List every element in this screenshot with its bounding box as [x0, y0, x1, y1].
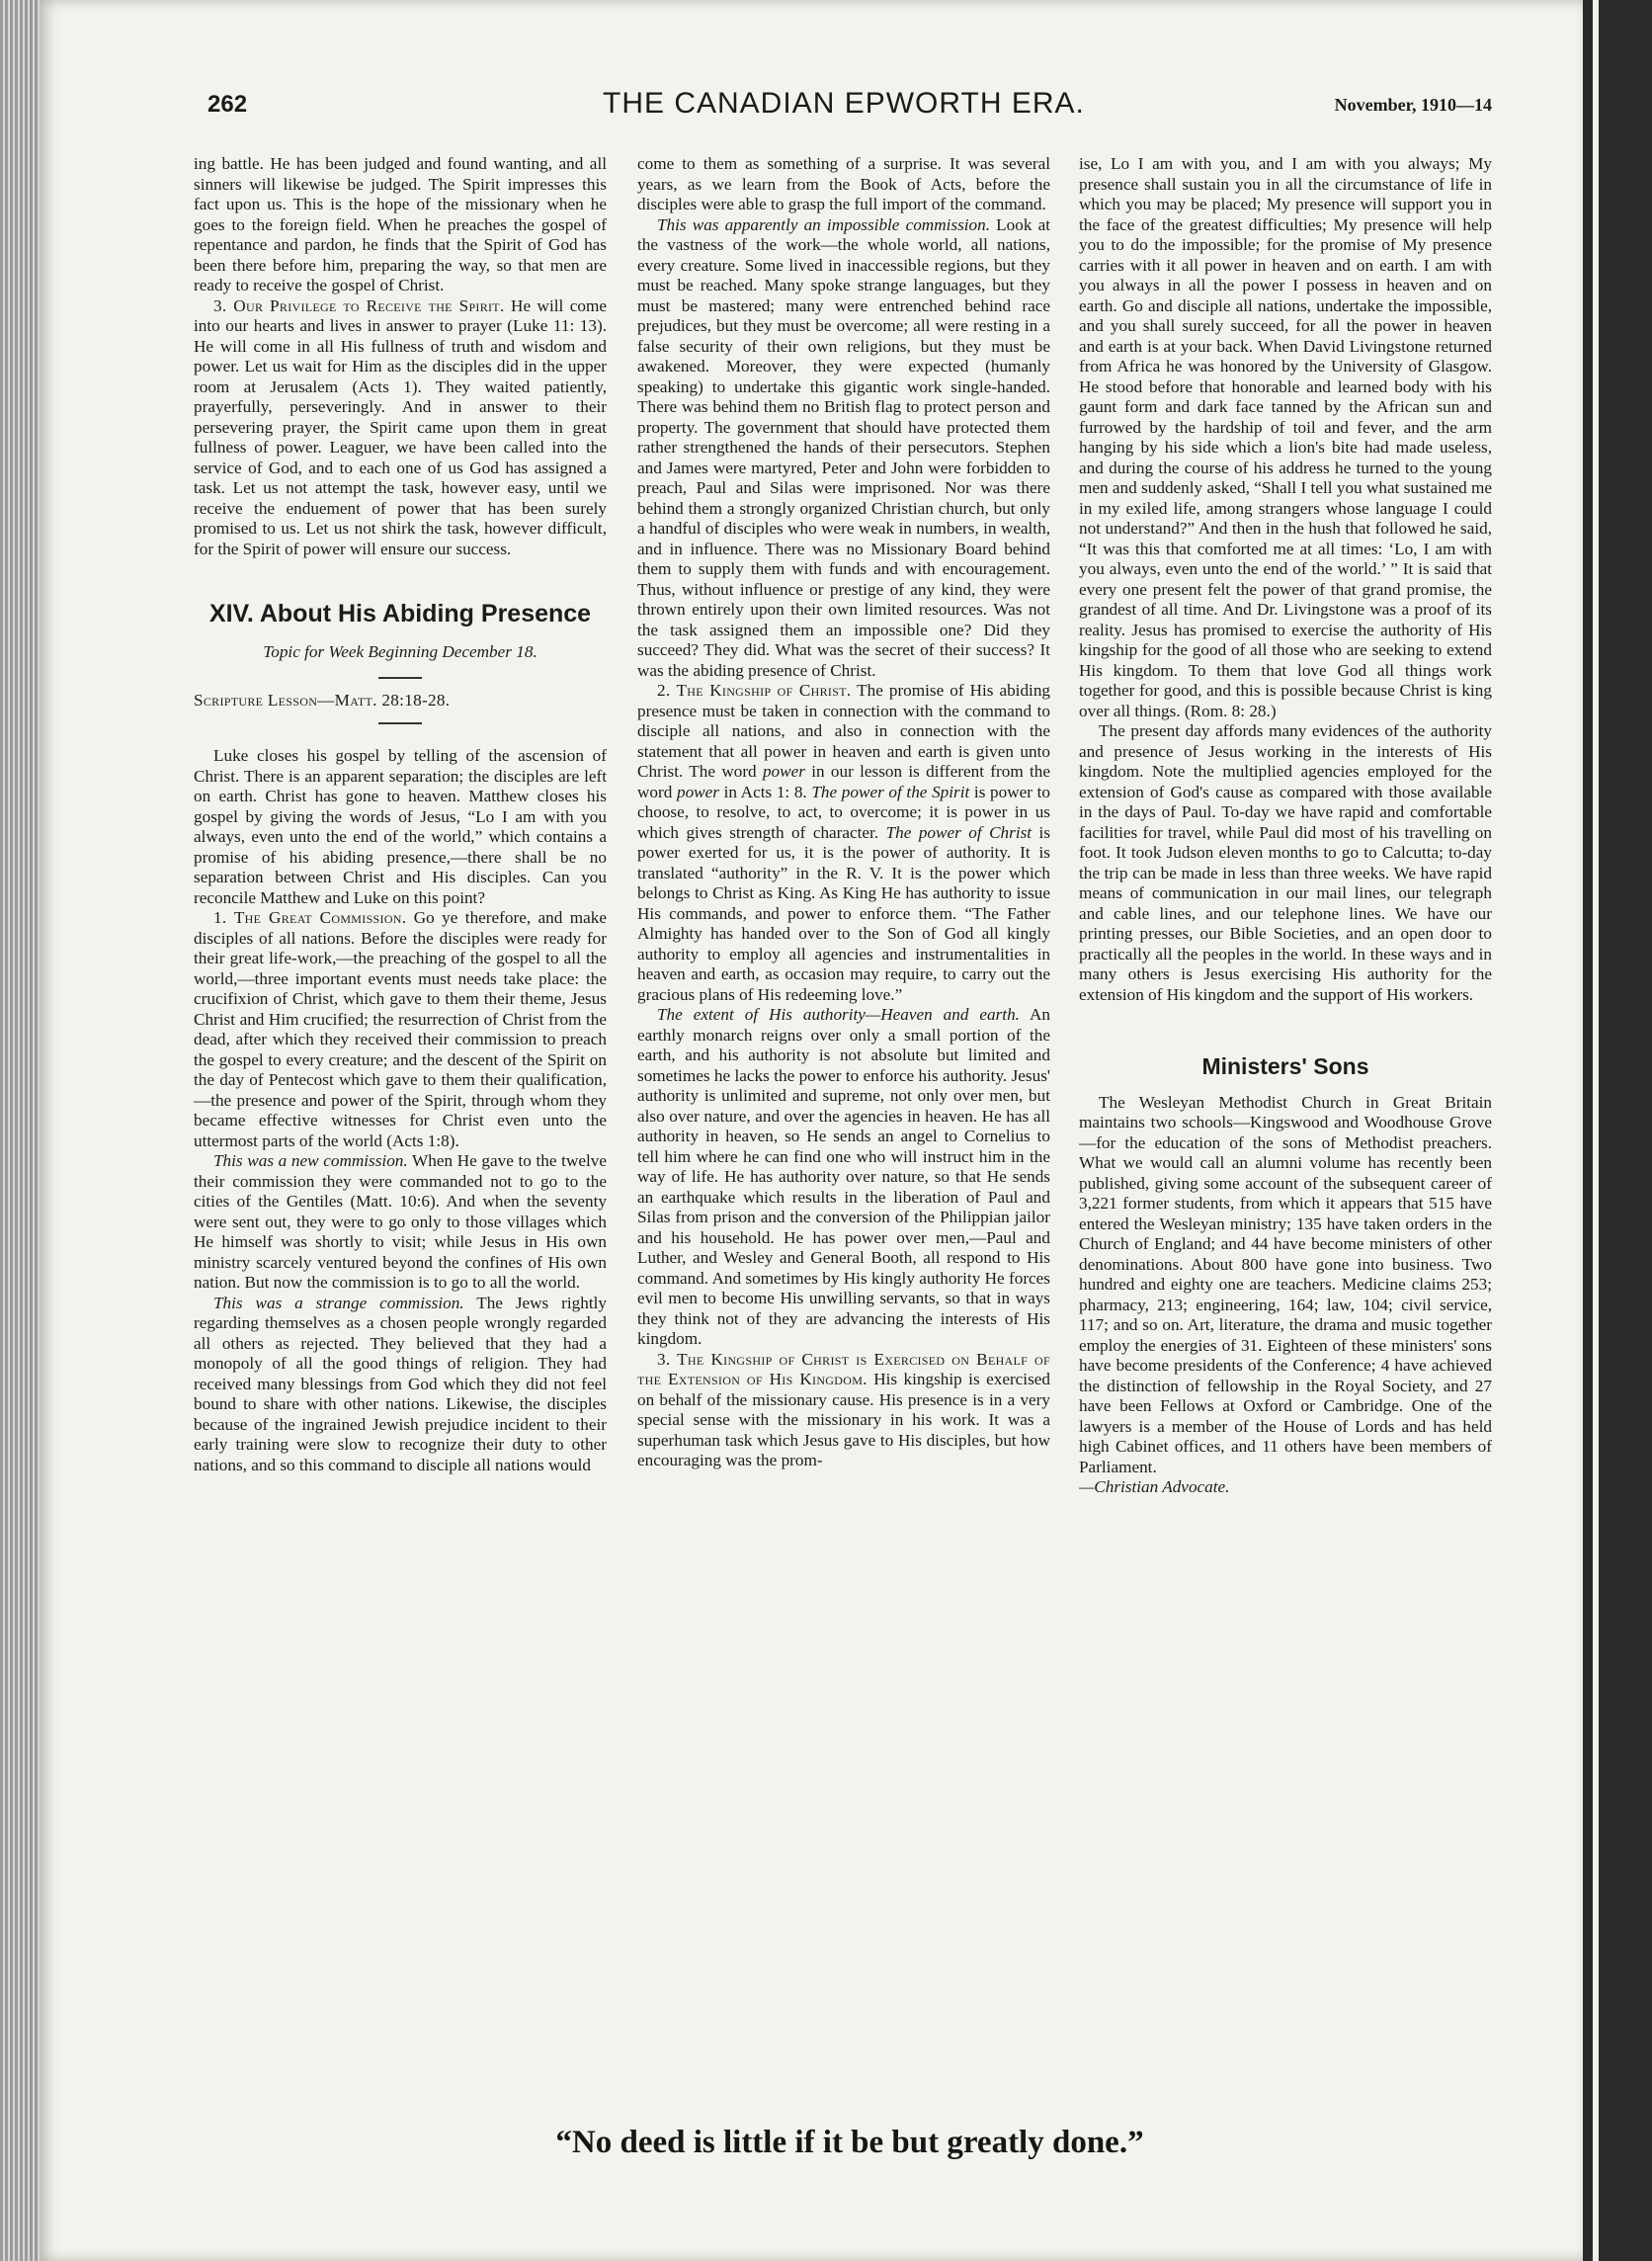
article-heading: Ministers' Sons [1201, 1053, 1369, 1079]
paragraph [637, 681, 1050, 1005]
page-binding [0, 0, 40, 2261]
paragraph-text: in Acts 1: 8. [718, 782, 812, 801]
paragraph [194, 296, 607, 560]
paragraph: ing battle. He has been judged and found wanting, and all sinners will likewise be judged. The Spirit impresses this fact upon us. This is the hope of the missionary when he goes to the foreign field. When he preaches the gospel of repentance and pardon, he finds that the Spirit of God has been there before him, preparing the way, so that men are ready to receive the gospel of Christ. [194, 154, 607, 294]
source-credit [1079, 1477, 1492, 1498]
masthead [207, 87, 1492, 130]
page-number: 262 [207, 91, 248, 118]
paragraph-text: He will come into our hearts and lives in answer to prayer (Luke 11: 13). He will come in all His fullness of truth and wisdom and power. Let us wait for Him as the disciples did in the upper room at Jerusalem (Acts 1). They waited patiently, prayerfully, perseveringly. And in answer to their persevering prayer, the Spirit came upon them in great fullness of power. Leaguer, we have been called into the service of God, and to each one of us God has assigned a task. Let us not attempt the task, however easy, until we receive the enduement of power that has been surely promised to us. Let us not shirk the task, however difficult, for the Spirit of power will ensure our success. [194, 295, 607, 558]
italic-lead: This was a new commission. [213, 1151, 408, 1170]
paragraph-text: is power exerted for us, it is the power of authority. It is translated “authority” in the R. V. It is the power which belongs to Christ as King. As King He has authority to issue His commands, and power to enforce them. “The Father Almighty has handed over to the Son of God all kingly authority to employ all agencies and instrumentalities in heaven and earth, as occasion may require, to carry out the gracious plans of His redeeming love.” [637, 822, 1050, 1004]
section-head: 3. Our Privilege to Receive the Spirit. [213, 295, 505, 315]
divider [378, 722, 422, 724]
magazine-title: THE CANADIAN EPWORTH ERA. [603, 87, 1085, 120]
divider [378, 677, 422, 679]
paragraph: ise, Lo I am with you, and I am with you always; My presence shall sustain you in all the circumstance of life in which you may be placed; My presence will support you in the face of the greatest difficulties; My presence will help you to do the impossible; for the promise of My presence carries with it all power in heaven and on earth. I am with you always in all the power I possess in heaven and on earth. Go and disciple all nations, undertake the impossible, and you shall surely succeed, for all the power in heaven and earth is at your back. When David Livingstone returned from Africa he was honored by the University of Glasgow. He stood before that honorable and learned body with his gaunt form and dark face tanned by the African sun and furrowed by the hardship of toil and fever, and the arm hanging by his side which a lion's bite had made useless, and during the course of his address he turned to the young men and suddenly asked, “Shall I tell you what sustained me in my exiled life, among strangers whose language I could not understand?” And then in the hush that followed he said, “It was this that comforted me at all times: ‘Lo, I am with you always, even unto the end of the world.’ ” It is said that every one present felt the power of that grand promise, the grandest of all time. And Dr. Livingstone was a proof of its reality. Jesus has promised to exercise the authority of His kingship for the good of all those who are seeking to extend His kingdom. To them that love God all things work together for good, and this is possible because Christ is king over all things. (Rom. 8: 28.) [1079, 154, 1492, 720]
italic-lead: This was a strange commission. [213, 1293, 464, 1312]
column-2 [637, 154, 1050, 2131]
paragraph [194, 1294, 607, 1476]
footer-quote: “No deed is little if it be but greatly done.” [555, 2125, 1144, 2160]
paragraph-text: Look at the vastness of the work—the whole world, all nations, every creature. Some lived in inaccessible regions, but they must be reached. Many spoke strange languages, but they must be mastered; many were entrenched behind race prejudices, but they must be overcome; all were resting in a false security of their own religions, but they must be awakened. Moreover, they were expected (humanly speaking) to undertake this gigantic work single-handed. There was behind them no British flag to protect person and property. The government that should have protected them rather strengthened the hands of their persecutors. Stephen and James were martyred, Peter and John were forbidden to preach, Paul and Silas were imprisoned. Nor was there behind them a strongly organized Christian church, but only a handful of disciples who were weak in numbers, in wealth, and in influence. There was no Missionary Board behind them to supply them with funds and with encouragement. Thus, without influence or prestige of any kind, they were thrown entirely upon their own limited resources. Was not the task assigned them an impossible one? Did they succeed? They did. What was the secret of their success? It was the abiding presence of Christ. [637, 214, 1050, 680]
italic-phrase: The power of the Spirit [811, 782, 970, 801]
paragraph-text: in our lesson is different from the word [637, 762, 1050, 801]
section-head: 2. The Kingship of Christ. [657, 681, 852, 700]
paragraph-text: His kingship is exercised on behalf of the missionary cause. His presence is in a very special sense with the missionary in his work. It was a superhuman task which Jesus gave to His disciples, but how encouraging was the prom- [637, 1370, 1050, 1469]
paragraph [194, 1151, 607, 1294]
paragraph-text: When He gave to the twelve their commission they were commanded not to go to the cities of the Gentiles (Matt. 10:6). And when the seventy were sent out, they were to go only to those villages which He himself was shortly to visit; while Jesus in His own ministry scarcely ventured beyond the confines of His own nation. But now the commission is to go to all the world. [194, 1151, 607, 1292]
italic-word: power [676, 782, 719, 801]
paragraph [637, 1005, 1050, 1350]
topic-line: Topic for Week Beginning December 18. [263, 642, 537, 661]
scripture-lesson: Scripture Lesson—Matt. 28:18-28. [194, 690, 451, 710]
paragraph-text: An earthly monarch reigns over only a small portion of the earth, and his authority is not absolute but limited and sometimes he lacks the power to enforce his authority. Jesus' authority is unlimited and supreme, not only over men, but also over nature, and over the agencies in heaven. He has all authority in heaven, so He sends an angel to Cornelius to tell him where he can find one who will instruct him in the way of life. He has authority over nature, so that He sends an earthquake which results in the liberation of Paul and Silas from prison and the conversion of the Philippian jailor and his household. He has power over men,—Paul and Luther, and Wesley and General Booth, all respond to His command. And sometimes by His kingly authority He forces evil men to become His unwilling servants, so that in ways they think not of they are advancing the interests of His kingdom. [637, 1005, 1050, 1348]
section-head: 3. The Kingship of Christ is Exercised on Behalf of the Extension of His Kingdom. [637, 1349, 1050, 1388]
paragraph [637, 1350, 1050, 1471]
paragraph: come to them as something of a surprise. It was several years, as we learn from the Book of Acts, before the disciples were able to grasp the full import of the command. [637, 154, 1050, 213]
column-1 [194, 154, 607, 2131]
issue-date: November, 1910—14 [1334, 95, 1492, 115]
paragraph: The Wesleyan Methodist Church in Great Britain maintains two schools—Kingswood and Woodhouse Grove—for the education of the sons of Methodist preachers. What we would call an alumni volume has recently been published, giving some account of the subsequent career of 3,221 former students, from which it appears that 515 have entered the Wesleyan ministry; 135 have taken orders in the Church of England; and 44 have become ministers of other denominations. About 800 have gone into business. Two hundred and eighty one are teachers. Medicine claims 253; pharmacy, 213; engineering, 164; law, 104; civil service, 117; and so on. Art, literature, the drama and music together employ the energies of 31. Eighteen of these ministers' sons have become presidents of the Conference; 4 have achieved the distinction of fellowship in the Royal Society, and 27 have been Fellows at Oxford or Cambridge. One of the lawyers is a member of the House of Lords and has held high Cabinet offices, and 11 others have been members of Parliament. [1079, 1092, 1492, 1476]
paragraph-text: Go ye therefore, and make disciples of all nations. Before the disciples were ready for their great life-work,—the preaching of the gospel to all the world,—three important events must needs take place: the crucifixion of Christ, which gave to them their theme, Jesus Christ and Him crucified; the resurrection of Christ from the dead, after which they received their commission to preach the gospel to every creature; and the descent of the Spirit on the day of Pentecost which gave to them their qualification,—the presence and power of the Spirit, through whom they became effective witnesses for Christ even unto the uttermost parts of the world (Acts 1:8). [194, 908, 607, 1150]
paragraph: Luke closes his gospel by telling of the ascension of Christ. There is an apparent separation; the disciples are left on earth. Christ has gone to heaven. Matthew closes his gospel by giving the words of Jesus, “Lo I am with you always, even unto the end of the world,” which contains a promise of his abiding presence,—there shall be no separation between Christ and His disciples. Can you reconcile Matthew and Luke on this point? [194, 746, 607, 907]
paragraph-text: The promise of His abiding presence must be taken in connection with the command to disciple all nations, and also in connection with the statement that all power in heaven and earth is given unto Christ. The word [637, 681, 1050, 781]
section-head: 1. The Great Commission. [213, 908, 407, 927]
paragraph-text: is power to choose, to resolve, to act, to overcome; it is power in us which gives strength of character. [637, 782, 1050, 842]
paragraph [637, 215, 1050, 682]
paragraph: The present day affords many evidences of the authority and presence of Jesus working in the interests of His kingdom. Note the multiplied agencies employed for the extension of God's cause as compared with those available in the days of Paul. To-day we have rapid and comfortable facilities for travel, while Paul did most of his travelling on foot. It took Judson eleven months to go to Calcutta; to-day the trip can be made in less than three weeks. We have rapid means of communication in our mail lines, our telegraph and cable lines, and our telephone lines. We have our printing presses, our Bible Societies, and an open door to practically all the peoples in the world. In these ways and in many others is Jesus exercising His authority for the extension of His kingdom and the support of His workers. [1079, 721, 1492, 1004]
source-text: —Christian Advocate. [1079, 1477, 1230, 1496]
italic-lead: The extent of His authority—Heaven and earth. [657, 1005, 1020, 1024]
italic-lead: This was apparently an impossible commission. [657, 214, 991, 234]
page-edge [1583, 0, 1652, 2261]
italic-word: power [762, 762, 805, 781]
column-3 [1079, 154, 1492, 2131]
paragraph [194, 908, 607, 1151]
paragraph-text: The Jews rightly regarding themselves as a chosen people wrongly regarded all others as rejected. They believed that they had a monopoly of all the good things of religion. They had received many blessings from God which they did not feel bound to share with other nations. Likewise, the disciples because of the ingrained Jewish prejudice incident to their early training were slow to recognize their duty to other nations, and so this command to disciple all nations would [194, 1293, 607, 1474]
lesson-heading: XIV. About His Abiding Presence [208, 600, 592, 628]
italic-phrase: The power of Christ [885, 822, 1032, 842]
